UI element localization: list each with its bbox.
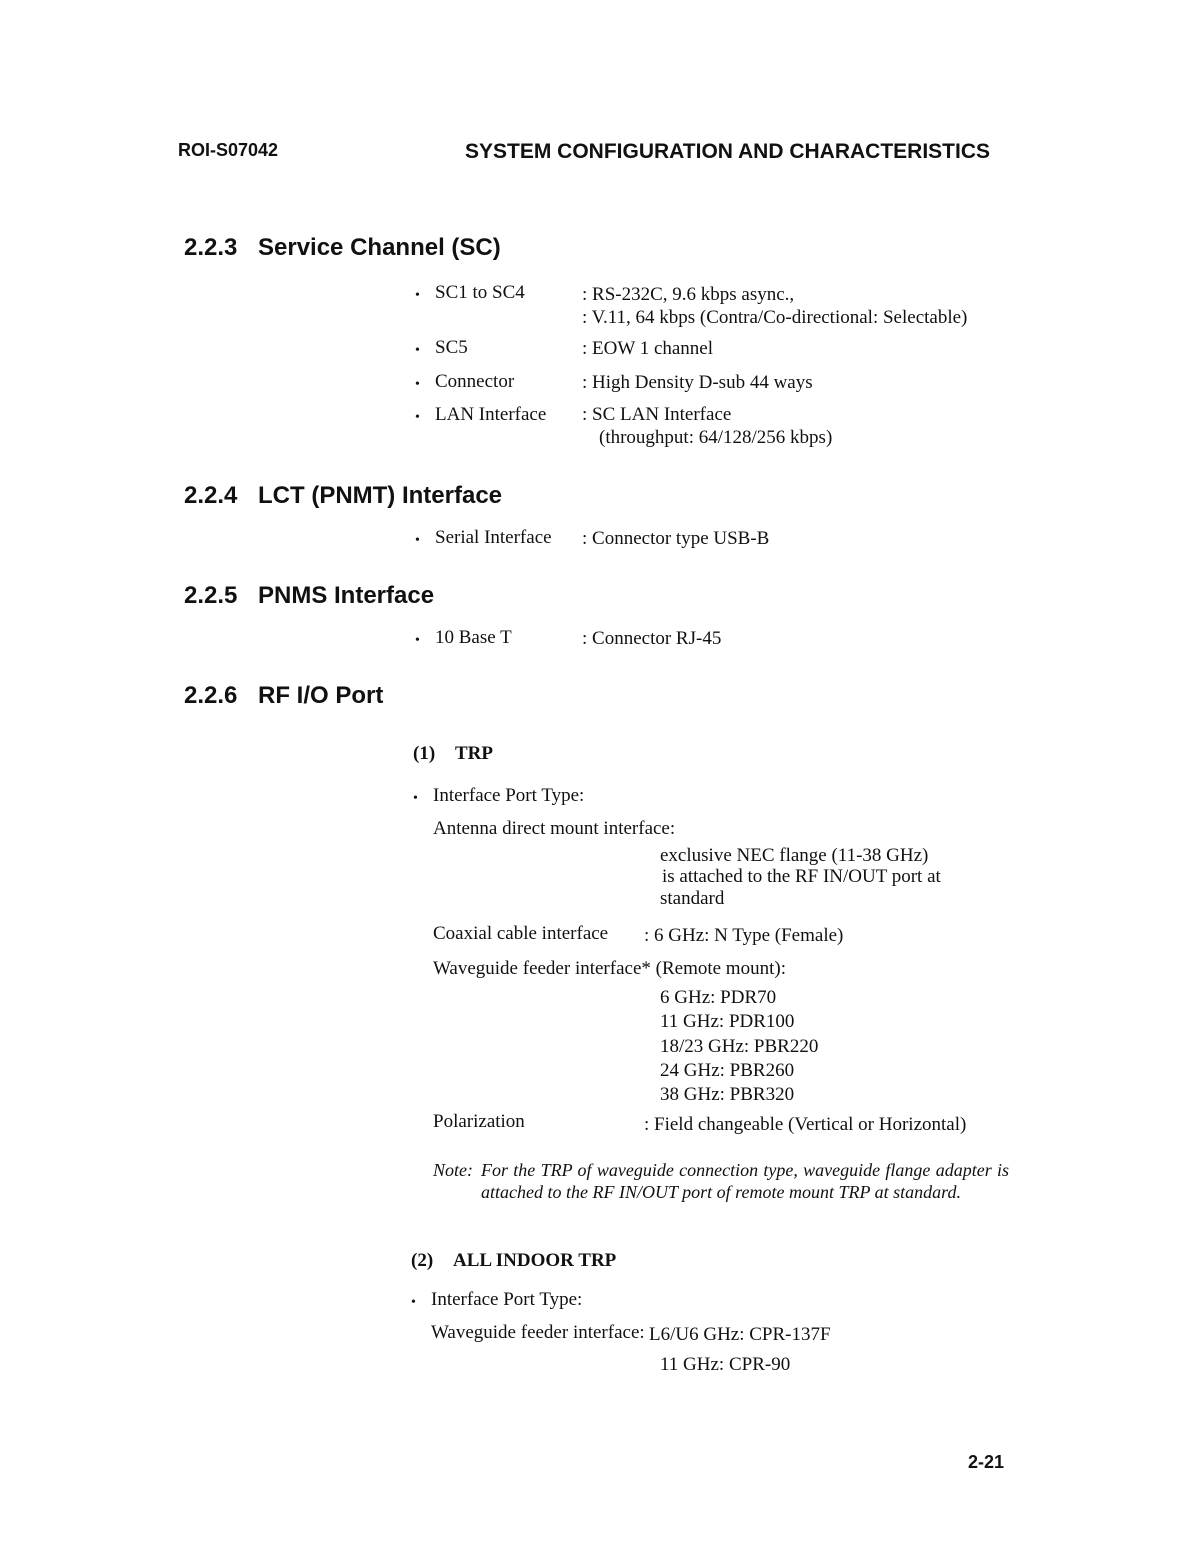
- waveguide-value: 38 GHz: PBR320: [660, 1084, 795, 1105]
- section-title: PNMS Interface: [258, 582, 435, 609]
- section-number: 2.2.4: [184, 482, 238, 509]
- interface-port-type-label: Interface Port Type:: [433, 785, 585, 806]
- spec-label-serial-interface: Serial Interface: [435, 527, 552, 548]
- waveguide-value: 24 GHz: PBR260: [660, 1060, 795, 1081]
- spec-value: : SC LAN Interface: [582, 404, 732, 425]
- page-number: 2-21: [968, 1452, 1005, 1472]
- polarization-label: Polarization: [433, 1111, 525, 1132]
- section-heading-2-2-5: [184, 582, 434, 610]
- bullet-icon: •: [413, 791, 418, 806]
- bullet-icon: •: [415, 410, 420, 425]
- spec-label-lan-interface: LAN Interface: [435, 404, 547, 425]
- antenna-mount-value: is attached to the RF IN/OUT port at: [662, 866, 941, 887]
- section-heading-2-2-3: [184, 234, 501, 262]
- antenna-mount-value: standard: [660, 888, 725, 909]
- section-number: 2.2.6: [184, 682, 238, 709]
- bullet-icon: •: [415, 633, 420, 648]
- bullet-icon: •: [415, 343, 420, 358]
- bullet-icon: •: [415, 533, 420, 548]
- waveguide-label: Waveguide feeder interface* (Remote mount):: [433, 958, 786, 979]
- coax-label: Coaxial cable interface: [433, 923, 609, 944]
- section-heading-2-2-6: [184, 682, 383, 710]
- antenna-mount-label: Antenna direct mount interface:: [433, 818, 676, 839]
- waveguide-value: 6 GHz: PDR70: [660, 987, 777, 1008]
- bullet-icon: •: [411, 1295, 416, 1310]
- bullet-icon: •: [415, 377, 420, 392]
- document-id: ROI-S07042: [178, 140, 279, 160]
- waveguide-value: 11 GHz: PDR100: [660, 1011, 795, 1032]
- spec-label-connector: Connector: [435, 371, 515, 392]
- spec-value: : RS-232C, 9.6 kbps async.,: [582, 284, 795, 305]
- section-number: 2.2.3: [184, 234, 238, 261]
- spec-value: : EOW 1 channel: [582, 338, 714, 359]
- polarization-value: : Field changeable (Vertical or Horizontal): [644, 1114, 967, 1135]
- section-heading-2-2-4: [184, 482, 502, 510]
- spec-value: (throughput: 64/128/256 kbps): [599, 427, 833, 448]
- waveguide-value: 18/23 GHz: PBR220: [660, 1036, 819, 1057]
- spec-label-sc5: SC5: [435, 337, 468, 358]
- waveguide-value: L6/U6 GHz: CPR-137F: [649, 1324, 831, 1345]
- spec-value: : Connector type USB-B: [582, 528, 770, 549]
- subsection-title: ALL INDOOR TRP: [453, 1250, 617, 1271]
- section-title: LCT (PNMT) Interface: [258, 482, 503, 509]
- section-number: 2.2.5: [184, 582, 238, 609]
- interface-port-type-label: Interface Port Type:: [431, 1289, 583, 1310]
- subsection-title: TRP: [455, 743, 493, 764]
- spec-label-10-base-t: 10 Base T: [435, 627, 512, 648]
- waveguide-label: Waveguide feeder interface:: [431, 1322, 645, 1343]
- subsection-number: (1): [413, 743, 436, 764]
- section-title: RF I/O Port: [258, 682, 384, 709]
- spec-value: : High Density D-sub 44 ways: [582, 372, 813, 393]
- note-prefix: Note:: [433, 1160, 473, 1180]
- bullet-icon: •: [415, 288, 420, 303]
- coax-value: : 6 GHz: N Type (Female): [644, 925, 844, 946]
- section-title: Service Channel (SC): [258, 234, 501, 261]
- note-body: For the TRP of waveguide connection type, waveguide flange adapter is attached to the RF IN/OUT port of remote mount TRP at standard.: [481, 1160, 1009, 1202]
- note-text: [433, 1159, 1009, 1203]
- page-header-title: SYSTEM CONFIGURATION AND CHARACTERISTICS: [465, 140, 990, 163]
- antenna-mount-value: exclusive NEC flange (11-38 GHz): [660, 845, 929, 866]
- waveguide-value: 11 GHz: CPR-90: [660, 1354, 791, 1375]
- spec-value: : V.11, 64 kbps (Contra/Co-directional: Selectable): [582, 307, 968, 328]
- spec-label-sc1-sc4: SC1 to SC4: [435, 282, 525, 303]
- spec-value: : Connector RJ-45: [582, 628, 722, 649]
- subsection-number: (2): [411, 1250, 434, 1271]
